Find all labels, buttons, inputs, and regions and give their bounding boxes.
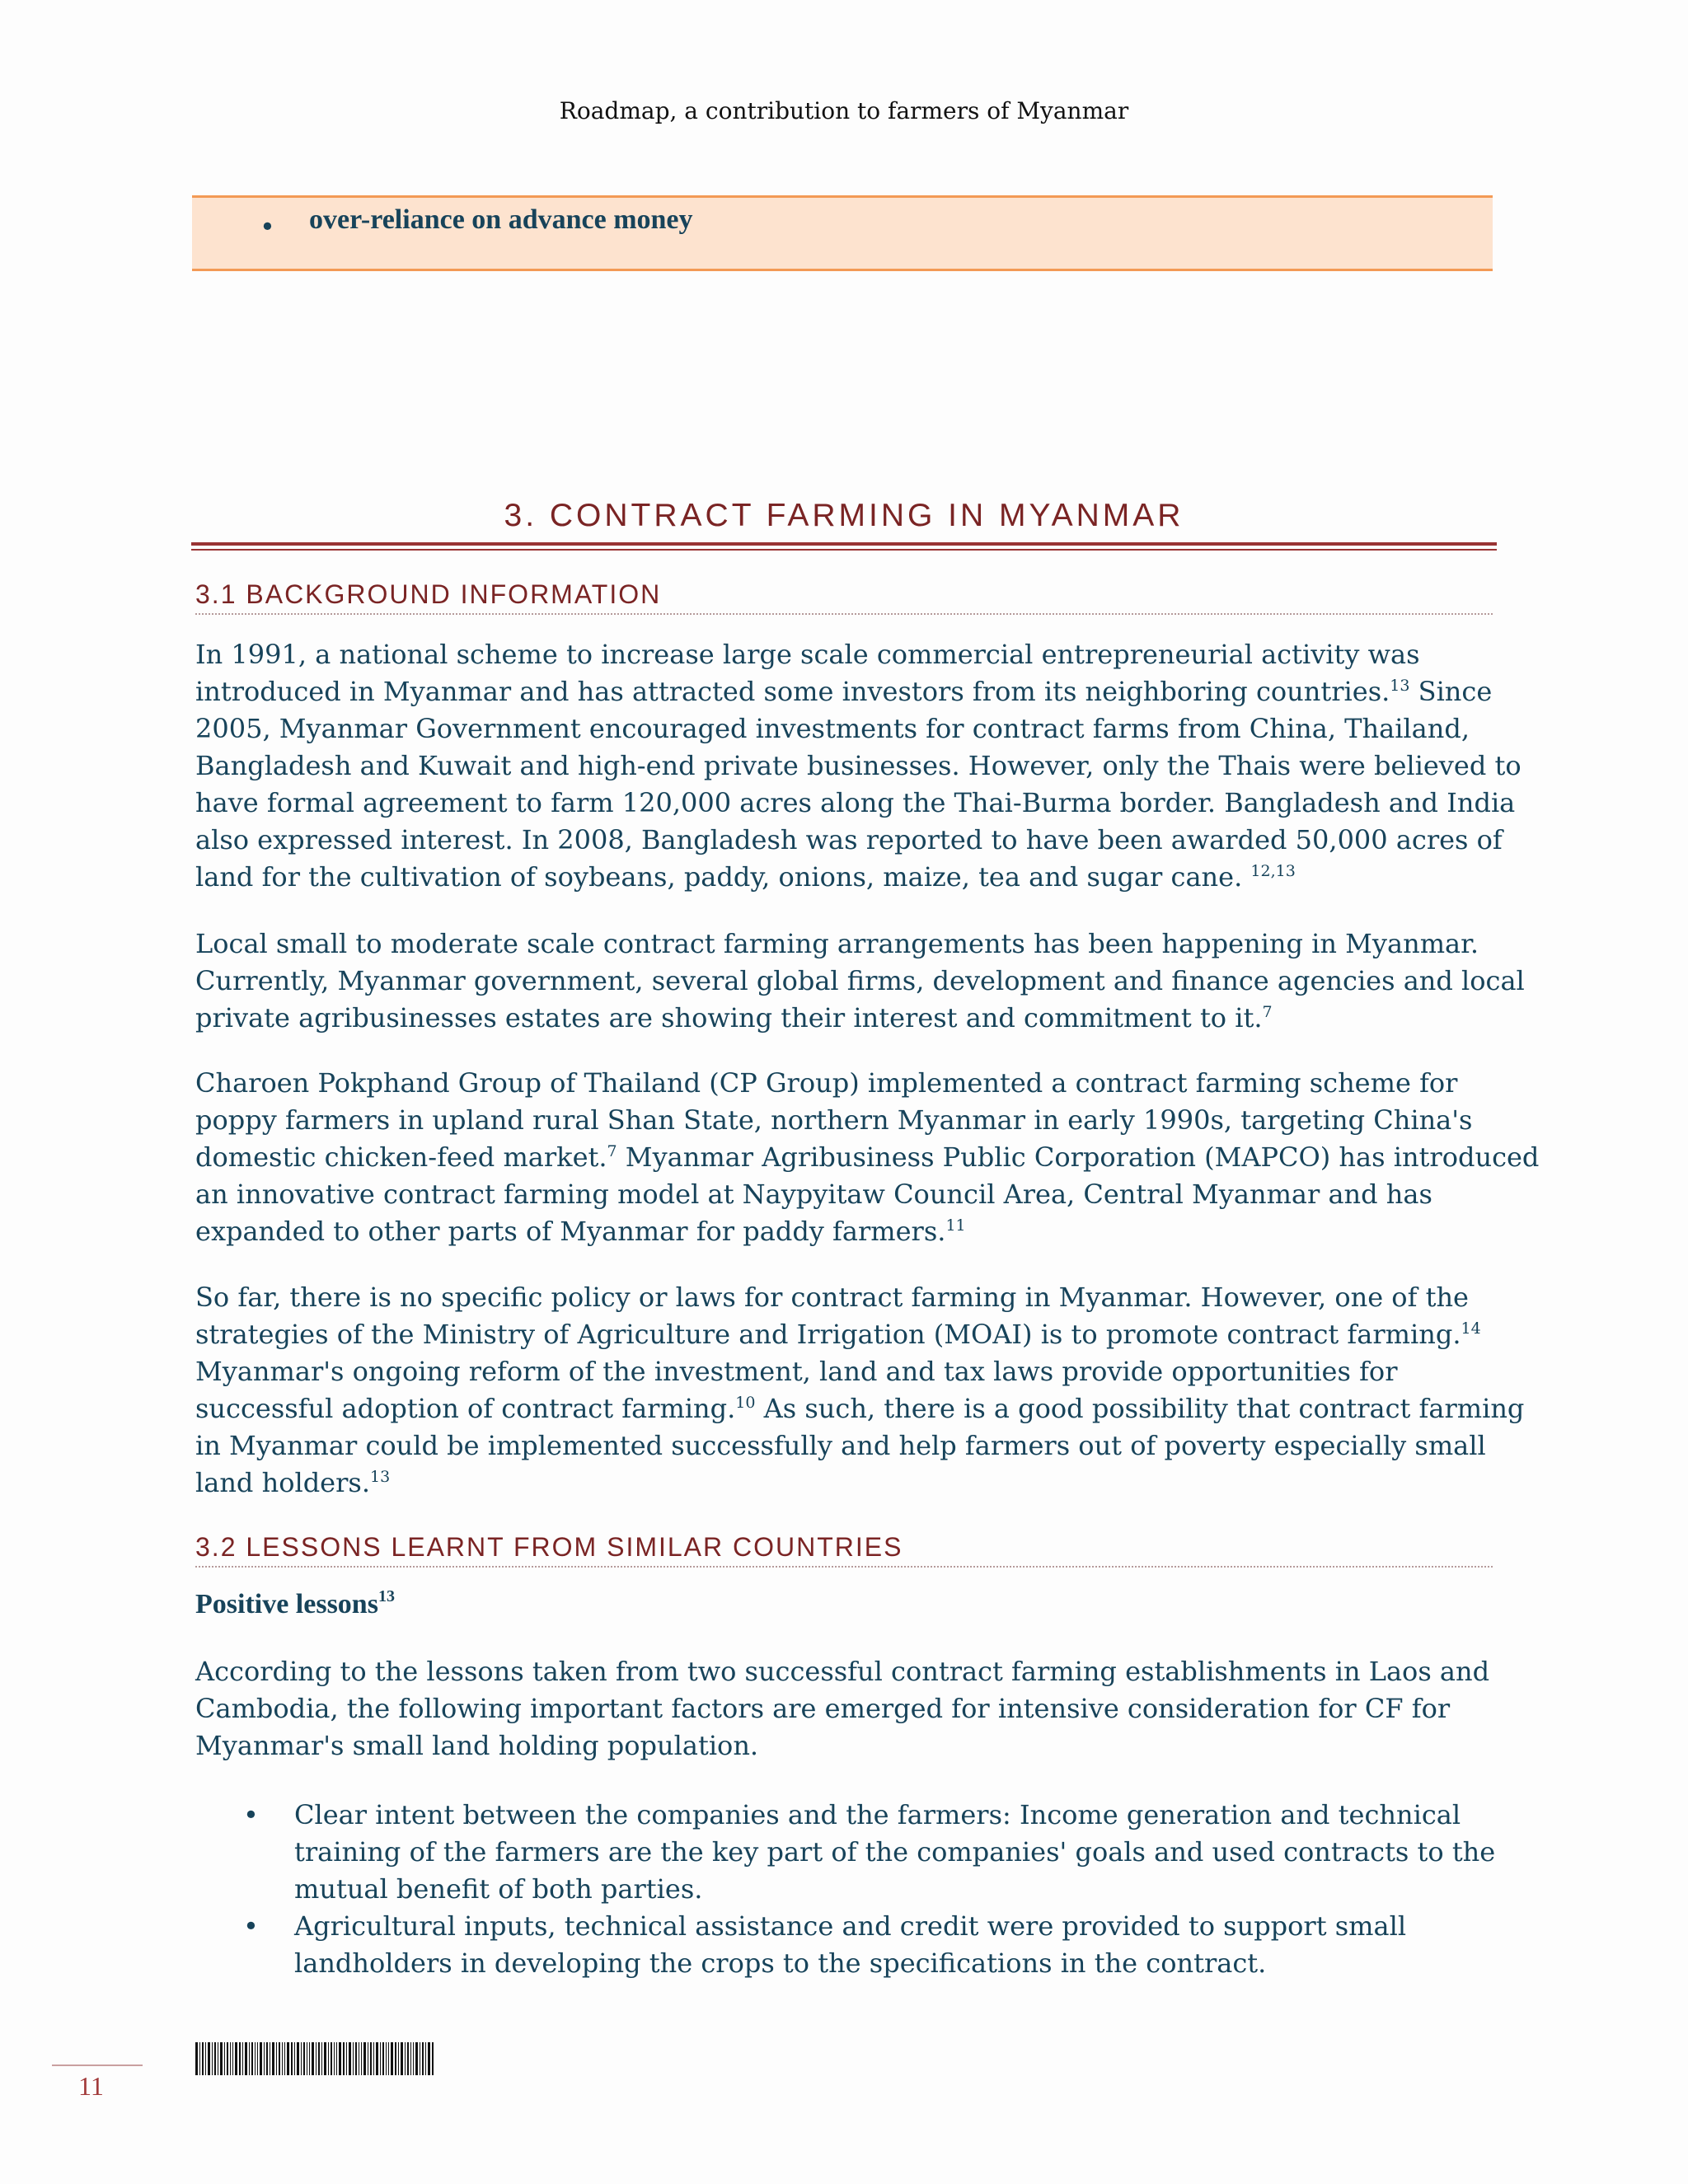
text-line: training of the farmers are the key part of the companies' goals and used contracts to the — [294, 1836, 1496, 1868]
bullet-icon: • — [243, 1910, 259, 1942]
text-line: expanded to other parts of Myanmar for paddy farmers.$^{11}$ — [195, 1216, 966, 1247]
list-item — [195, 1797, 1514, 1908]
lessons-list — [195, 1797, 1514, 1982]
footnote-ref: 13 — [377, 1587, 395, 1605]
footnote-ref: 12,13 — [1250, 862, 1296, 880]
subheading-lessons: 3.2 LESSONS LEARNT FROM SIMILAR COUNTRIES — [195, 1532, 1493, 1568]
paragraph-policy — [195, 1279, 1525, 1502]
footnote-ref: 7 — [1262, 1003, 1273, 1021]
footnote-ref: 10 — [735, 1394, 756, 1412]
text-line: mutual benefit of both parties. — [294, 1873, 703, 1905]
footnote-ref: 14 — [1461, 1319, 1481, 1338]
paragraph-lessons-intro — [195, 1653, 1498, 1765]
subheading-background: 3.1 BACKGROUND INFORMATION — [195, 579, 1493, 615]
text-line: introduced in Myanmar and has attracted some investors from its neighboring countries.$^{13}$ Since — [195, 676, 1493, 707]
paragraph-local-farming — [195, 926, 1525, 1037]
section-title: 3. CONTRACT FARMING IN MYANMAR — [504, 498, 1184, 533]
text-line: also expressed interest. In 2008, Bangladesh was reported to have been awarded 50,000 acres of — [195, 824, 1503, 855]
bullet-icon: • — [243, 1799, 259, 1830]
text-line: poppy farmers in upland rural Shan State, northern Myanmar in early 1990s, targeting China's — [195, 1104, 1473, 1136]
text-line: Agricultural inputs, technical assistance and credit were provided to support small — [294, 1910, 1407, 1942]
positive-lessons-heading: Positive lessons$^{13}$ — [195, 1587, 395, 1619]
footnote-ref: 11 — [945, 1216, 966, 1235]
text-line: have formal agreement to farm 120,000 acres along the Thai-Burma border. Bangladesh and India — [195, 787, 1516, 818]
text-line: private agribusinesses estates are showing their interest and commitment to it.$^7$ — [195, 1002, 1273, 1033]
text-line: Charoen Pokphand Group of Thailand (CP Group) implemented a contract farming scheme for — [195, 1067, 1458, 1099]
text-line: land holders.$^{13}$ — [195, 1467, 391, 1498]
footnote-ref: 7 — [607, 1142, 617, 1160]
title-divider-thin — [191, 549, 1497, 551]
footnote-ref: 13 — [1390, 677, 1410, 695]
text-line: domestic chicken-feed market.$^7$ Myanmar Agribusiness Public Corporation (MAPCO) has introduced — [195, 1141, 1540, 1173]
text-line: successful adoption of contract farming.$^{10}$ As such, there is a good possibility that contract farming — [195, 1393, 1525, 1424]
text-line: Myanmar's ongoing reform of the investment, land and tax laws provide opportunities for — [195, 1356, 1398, 1387]
title-divider — [191, 542, 1497, 546]
footer-divider — [52, 2064, 143, 2066]
text-line: Myanmar's small land holding population. — [195, 1730, 759, 1761]
text-line: Clear intent between the companies and the farmers: Income generation and technical — [294, 1799, 1461, 1830]
text-line: According to the lessons taken from two successful contract farming establishments in Laos and — [195, 1656, 1490, 1687]
text-line: 2005, Myanmar Government encouraged investments for contract farms from China, Thailand, — [195, 713, 1470, 744]
paragraph-background — [195, 636, 1522, 896]
footnote-ref: 13 — [370, 1468, 391, 1486]
text-line: in Myanmar could be implemented successfully and help farmers out of poverty especially small — [195, 1430, 1486, 1461]
callout-box — [192, 195, 1493, 271]
text-line: Cambodia, the following important factors are emerged for intensive consideration for CF for — [195, 1693, 1451, 1724]
barcode-icon — [195, 2042, 434, 2080]
paragraph-cp-group — [195, 1065, 1540, 1250]
text-line: So far, there is no specific policy or laws for contract farming in Myanmar. However, one of the — [195, 1282, 1469, 1313]
text-line: Bangladesh and Kuwait and high-end private businesses. However, only the Thais were believed to — [195, 750, 1522, 781]
text-line: land for the cultivation of soybeans, paddy, onions, maize, tea and sugar cane. $^{12,13}$ — [195, 861, 1296, 893]
text-line: Currently, Myanmar government, several global firms, development and finance agencies and local — [195, 965, 1525, 996]
text-line: an innovative contract farming model at Naypyitaw Council Area, Central Myanmar and has — [195, 1179, 1432, 1210]
running-header: Roadmap, a contribution to farmers of Myanmar — [559, 97, 1129, 124]
text-line: landholders in developing the crops to the specifications in the contract. — [294, 1947, 1267, 1979]
page-number: 11 — [78, 2071, 104, 2101]
list-item — [195, 1908, 1514, 1982]
text-line: In 1991, a national scheme to increase large scale commercial entrepreneurial activity was — [195, 639, 1420, 670]
callout-bullet-text: over-reliance on advance money — [309, 204, 693, 235]
text-line: Local small to moderate scale contract farming arrangements has been happening in Myanmar. — [195, 928, 1479, 959]
text-line: strategies of the Ministry of Agriculture and Irrigation (MOAI) is to promote contract farming.$^{14}$ — [195, 1319, 1481, 1350]
bullet-icon: • — [260, 211, 275, 242]
